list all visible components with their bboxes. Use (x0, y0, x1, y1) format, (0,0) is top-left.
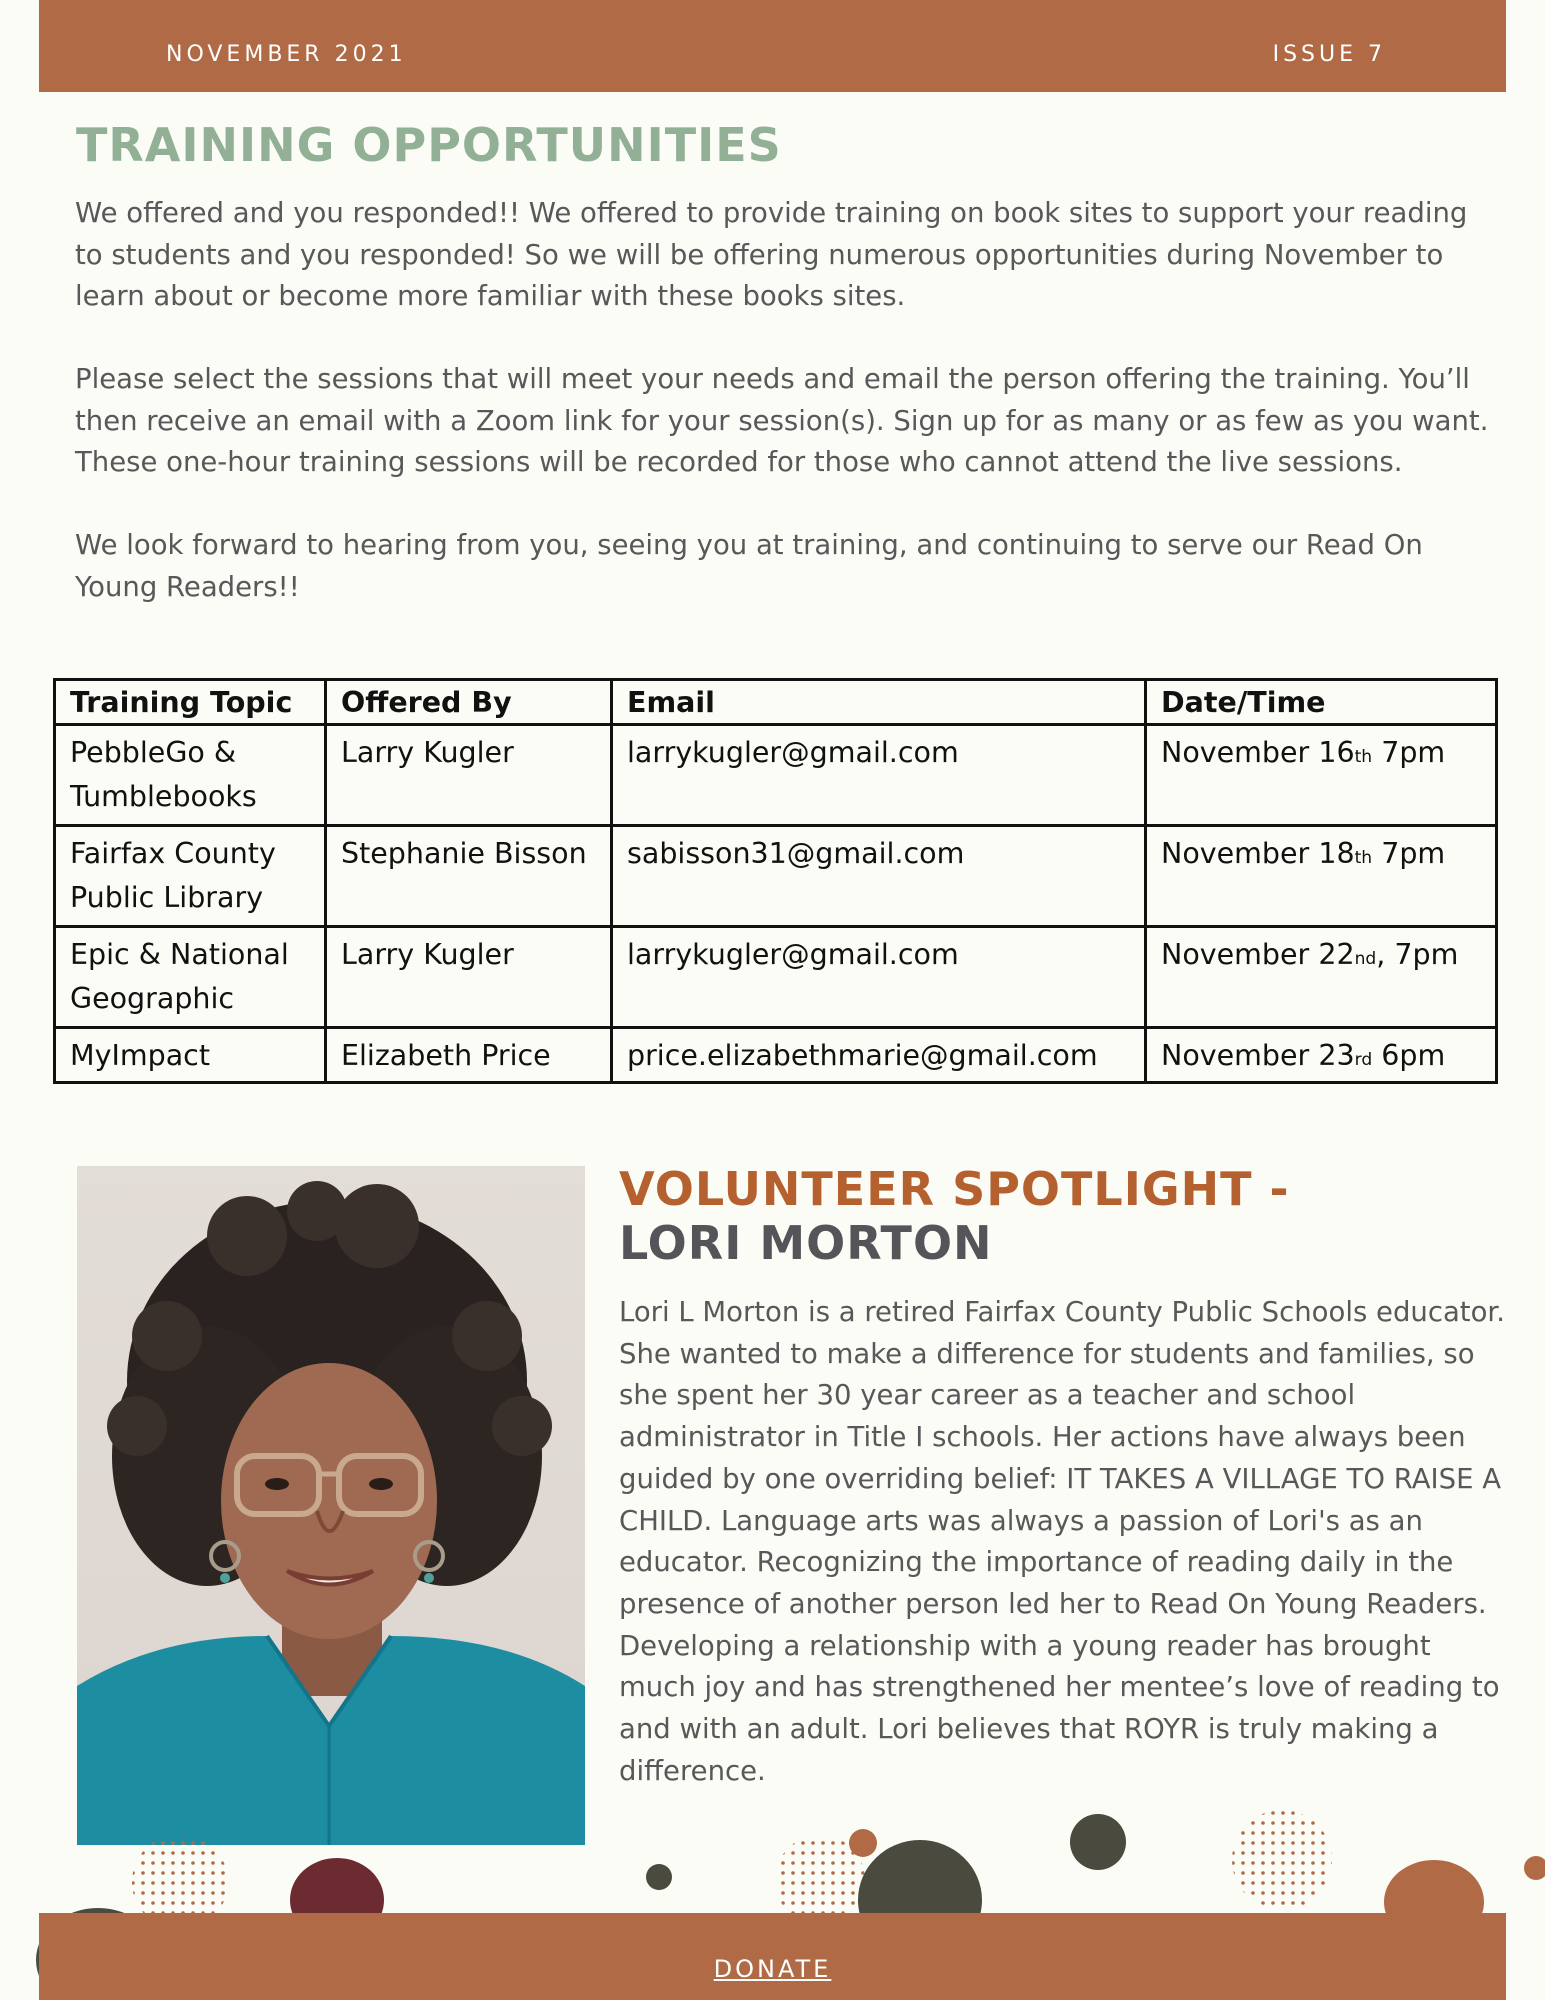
header-training-topic: Training Topic (55, 680, 326, 725)
topic-cell (55, 725, 326, 826)
volunteer-photo (77, 1166, 585, 1845)
topic-line: Public Library (70, 881, 264, 915)
table-row (55, 927, 1497, 1028)
training-title: TRAINING OPPORTUNITIES (76, 118, 782, 172)
email-link[interactable]: sabisson31@gmail.com (612, 826, 1146, 927)
topic-line: Tumblebooks (70, 780, 257, 813)
topic-cell (55, 927, 326, 1028)
email-link[interactable]: price.elizabethmarie@gmail.com (612, 1028, 1146, 1083)
header-bar (39, 0, 1506, 92)
offered-by-cell: Larry Kugler (326, 725, 612, 826)
topic-line: MyImpact (70, 1039, 211, 1073)
circle-shape (646, 1864, 672, 1890)
table-row (55, 826, 1497, 927)
date-cell: November 23rd 6pm (1146, 1028, 1497, 1083)
email-link[interactable]: larrykugler@gmail.com (612, 927, 1146, 1028)
portrait-illustration (77, 1166, 585, 1845)
training-table (53, 678, 1498, 1084)
intro-paragraph-3: We look forward to hearing from you, seeing you at training, and continuing to serve our Read On Young Readers!! (75, 529, 1423, 603)
issue-number: ISSUE 7 (1272, 42, 1386, 67)
circle-shape (1524, 1856, 1545, 1880)
table-header-row (55, 680, 1497, 725)
blob-shape (1070, 1814, 1126, 1870)
topic-line: PebbleGo & (70, 736, 237, 769)
intro-paragraph-1: We offered and you responded!! We offered to provide training on book sites to support your reading to students and you responded! So we will be offering numerous opportunities during November to learn about or become more familiar with these books sites. (75, 197, 1468, 312)
newsletter-date: NOVEMBER 2021 (166, 42, 407, 67)
donate-link[interactable]: DONATE (713, 1955, 832, 1983)
table-row (55, 1028, 1497, 1083)
intro-paragraph-2: Please select the sessions that will meet your needs and email the person offering the training. You’ll then receive an email with a Zoom link for your session(s). Sign up for as many or as few as you want. These one-hour training sessions will be recorded for those who cannot attend the live sessions. (75, 363, 1489, 478)
offered-by-cell: Stephanie Bisson (326, 826, 612, 927)
header-date-time: Date/Time (1146, 680, 1497, 725)
footer-bar (39, 1913, 1506, 2000)
table-row (55, 725, 1497, 826)
topic-cell (55, 826, 326, 927)
date-cell: November 16th 7pm (1146, 725, 1497, 826)
header-email: Email (612, 680, 1146, 725)
training-intro (75, 193, 1495, 650)
circle-shape (849, 1829, 877, 1857)
dot-cluster (1232, 1810, 1332, 1910)
topic-line: Fairfax County (70, 837, 276, 871)
offered-by-cell: Larry Kugler (326, 927, 612, 1028)
date-cell: November 18th 7pm (1146, 826, 1497, 927)
topic-line: Geographic (70, 982, 235, 1016)
spotlight-title-line1: VOLUNTEER SPOTLIGHT - (619, 1162, 1290, 1216)
spotlight-body: Lori L Morton is a retired Fairfax County Public Schools educator. She wanted to make a difference for students and families, so she spent her 30 year career as a teacher and school administrator in Title I schools. Her actions have always been guided by one overriding belief: IT TAKES A VILLAGE TO RAISE A CHILD. Language arts was always a passion of Lori's as an educator. Recognizing the importance of reading daily in the presence of another person led her to Read On Young Readers. Developing a relationship with a young reader has brought much joy and has strengthened her mentee’s love of reading to and with an adult. Lori believes that ROYR is truly making a difference. (619, 1296, 1505, 1787)
offered-by-cell: Elizabeth Price (326, 1028, 612, 1083)
date-cell: November 22nd, 7pm (1146, 927, 1497, 1028)
email-link[interactable]: larrykugler@gmail.com (612, 725, 1146, 826)
spotlight-title (619, 1162, 1290, 1270)
header-offered-by: Offered By (326, 680, 612, 725)
spotlight-title-line2: LORI MORTON (619, 1216, 993, 1270)
topic-line: Epic & National (70, 938, 289, 972)
topic-cell (55, 1028, 326, 1083)
